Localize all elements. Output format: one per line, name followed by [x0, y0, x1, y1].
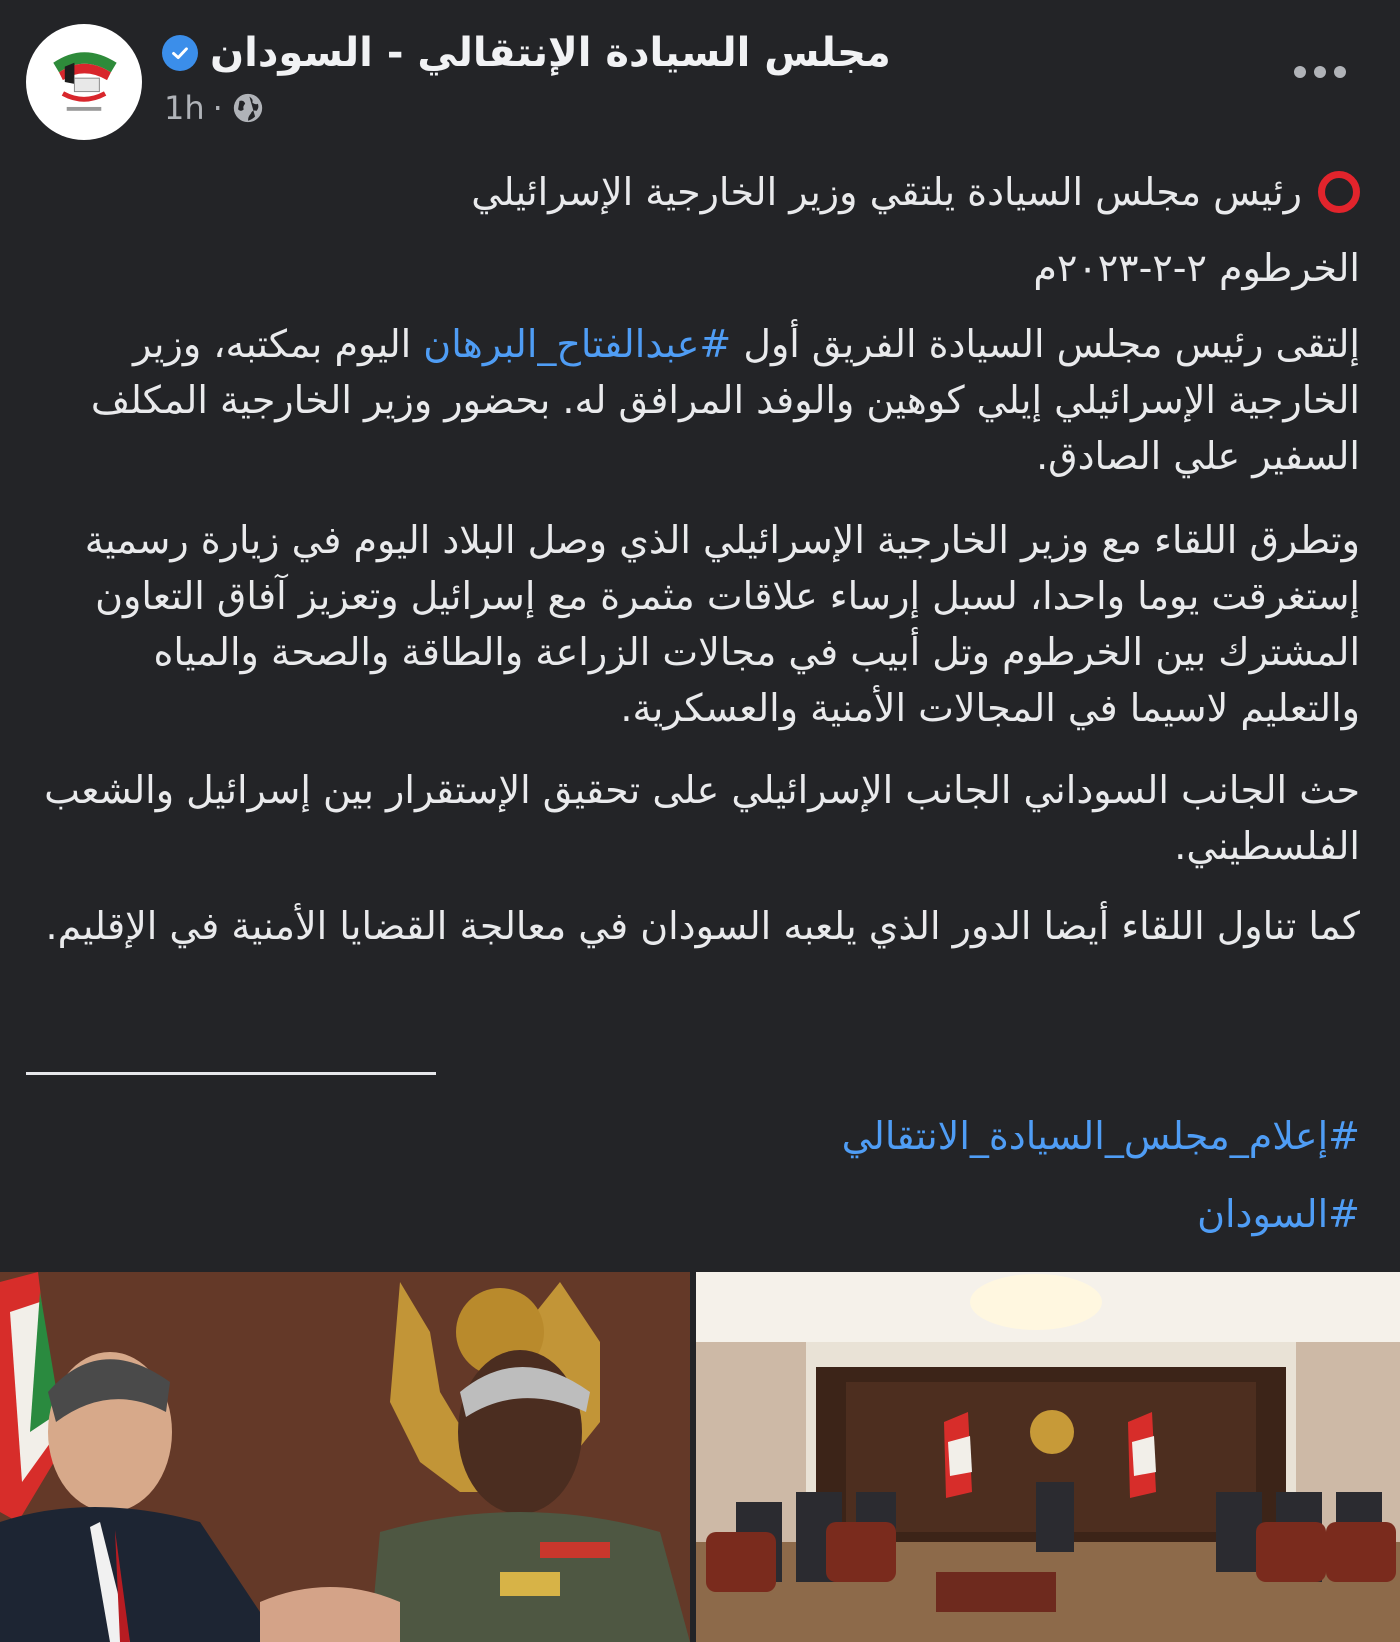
post-paragraph-2: وتطرق اللقاء مع وزير الخارجية الإسرائيلي الذي وصل البلاد اليوم في زيارة رسمية إستغرقت يوما واحدا، لسبل إرساء علاقات مثمرة مع إسرائيل وتعزيز آفاق التعاون المشترك بين الخرطوم وتل أبيب في مجالات الزراعة والطاقة والصحة والمياه والتعليم لاسيما في المجالات الأمنية والعسكرية. [84, 518, 1360, 730]
globe-icon[interactable] [231, 91, 265, 125]
post-time[interactable]: 1h [164, 89, 205, 127]
hashtag-burhan-link[interactable]: #عبدالفتاح_البرهان [423, 322, 732, 366]
text-divider [26, 1072, 436, 1075]
post-photo-meeting-room[interactable] [696, 1272, 1400, 1642]
post-headline: رئيس مجلس السيادة يلتقي وزير الخارجية الإسرائيلي [471, 170, 1302, 214]
post-meta [164, 86, 265, 130]
hashtag-sudan-link[interactable]: #السودان [1197, 1192, 1360, 1236]
verified-badge-icon [162, 35, 198, 71]
handshake-photo-image [0, 1272, 690, 1642]
page-avatar[interactable] [26, 24, 142, 140]
post-paragraph-1 [30, 316, 1360, 484]
post-paragraph-4: كما تناول اللقاء أيضا الدور الذي يلعبه السودان في معالجة القضايا الأمنية في الإقليم. [45, 904, 1360, 948]
council-logo-icon [36, 34, 132, 130]
post-paragraph-3: حث الجانب السوداني الجانب الإسرائيلي على تحقيق الإستقرار بين إسرائيل والشعب الفلسطيني. [44, 768, 1360, 868]
page-name-row [162, 24, 891, 82]
more-dot [1294, 66, 1306, 78]
post-headline-row [30, 164, 1360, 220]
post-dateline: الخرطوم ٢-٢-٢٠٢٣م [1033, 246, 1360, 290]
paragraph-1-end: اليوم بمكتبه، وزير الخارجية الإسرائيلي إيلي كوهين والوفد المرافق له. بحضور وزير الخارجية المكلف السفير علي الصادق. [90, 322, 1360, 478]
red-circle-icon [1318, 171, 1360, 213]
more-dot [1314, 66, 1326, 78]
more-options-button[interactable] [1280, 52, 1360, 92]
hashtag-council-media-link[interactable]: #إعلام_مجلس_السيادة_الانتقالي [841, 1114, 1360, 1158]
more-dot [1334, 66, 1346, 78]
meta-separator: · [212, 89, 223, 127]
meeting-room-photo-image [696, 1272, 1400, 1642]
post-photo-handshake[interactable] [0, 1272, 690, 1642]
page-name-link[interactable]: مجلس السيادة الإنتقالي - السودان [210, 30, 891, 76]
paragraph-1-start: إلتقى رئيس مجلس السيادة الفريق أول [731, 322, 1360, 366]
